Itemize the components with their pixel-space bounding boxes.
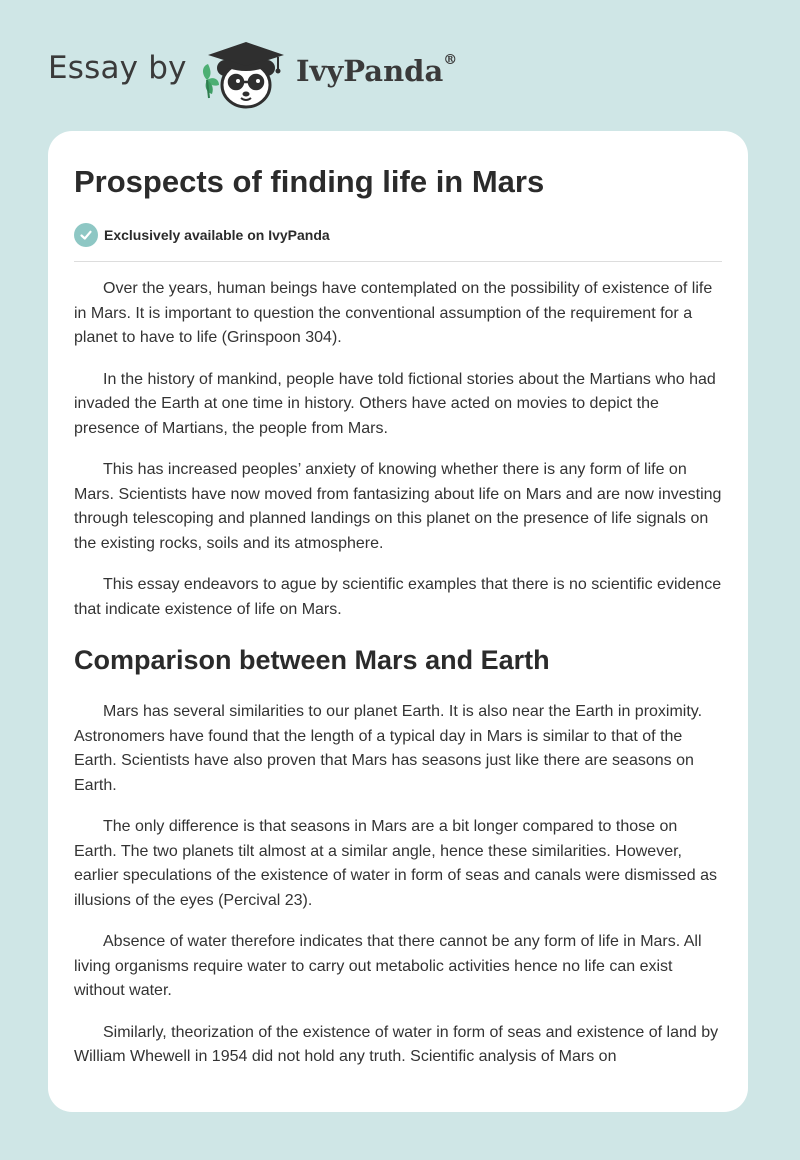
exclusive-badge [74,222,330,248]
panda-logo-icon[interactable] [198,36,294,112]
paragraph: This essay endeavors to ague by scientific examples that there is no scientific evidence that indicate existence of life on Mars. [74,576,722,618]
paragraph: Similarly, theorization of the existence of water in form of seas and existence of land by William Whewell in 1954 did not hold any truth. Scientific analysis of Mars on [74,1023,719,1065]
paragraph: This has increased peoples’ anxiety of knowing whether there is any form of life on Mars. Scientists have now moved from fantasizing about life on Mars and are now investing through telescoping and planned landings on this planet on the presence of life signals on the existing rocks, soils and its atmosphere. [74,461,722,552]
site-header [0,0,800,130]
registered-mark: ® [443,52,458,69]
essay-card [48,131,748,1112]
paragraph: Over the years, human beings have contemplated on the possibility of existence of life in Mars. It is important to question the conventional assumption of the requirement for a planet to have to life (Grinspoon 304). [74,280,713,346]
brand-text[interactable]: IvyPanda [296,54,444,88]
paragraph: Mars has several similarities to our planet Earth. It is also near the Earth in proximity. Astronomers have found that the length of a typical day in Mars is similar to that of the Earth. Scientists have also proven that Mars has seasons just like there are seasons on Earth. [74,703,703,794]
essay-by-label: Essay by [48,50,187,86]
divider [74,261,722,262]
essay-body [74,277,724,1087]
page-title: Prospects of finding life in Mars [74,164,545,199]
section-heading: Comparison between Mars and Earth [74,645,550,675]
check-icon [74,223,98,247]
brand-name[interactable] [296,54,457,88]
leaf-icon [203,64,219,98]
paragraph: Absence of water therefore indicates that there cannot be any form of life in Mars. All living organisms require water to carry out metabolic activities hence no life can exist without water. [74,933,702,999]
paragraph: The only difference is that seasons in Mars are a bit longer compared to those on Earth. The two planets tilt almost at a similar angle, hence these similarities. However, earlier speculations of the existence of water in form of seas and canals were dismissed as illusions of the eyes (Percival 23). [74,818,717,909]
paragraph: In the history of mankind, people have told fictional stories about the Martians who had invaded the Earth at one time in history. Others have acted on movies to depict the presence of Martians, the people from Mars. [74,370,716,437]
exclusive-badge-label: Exclusively available on IvyPanda [104,227,330,243]
